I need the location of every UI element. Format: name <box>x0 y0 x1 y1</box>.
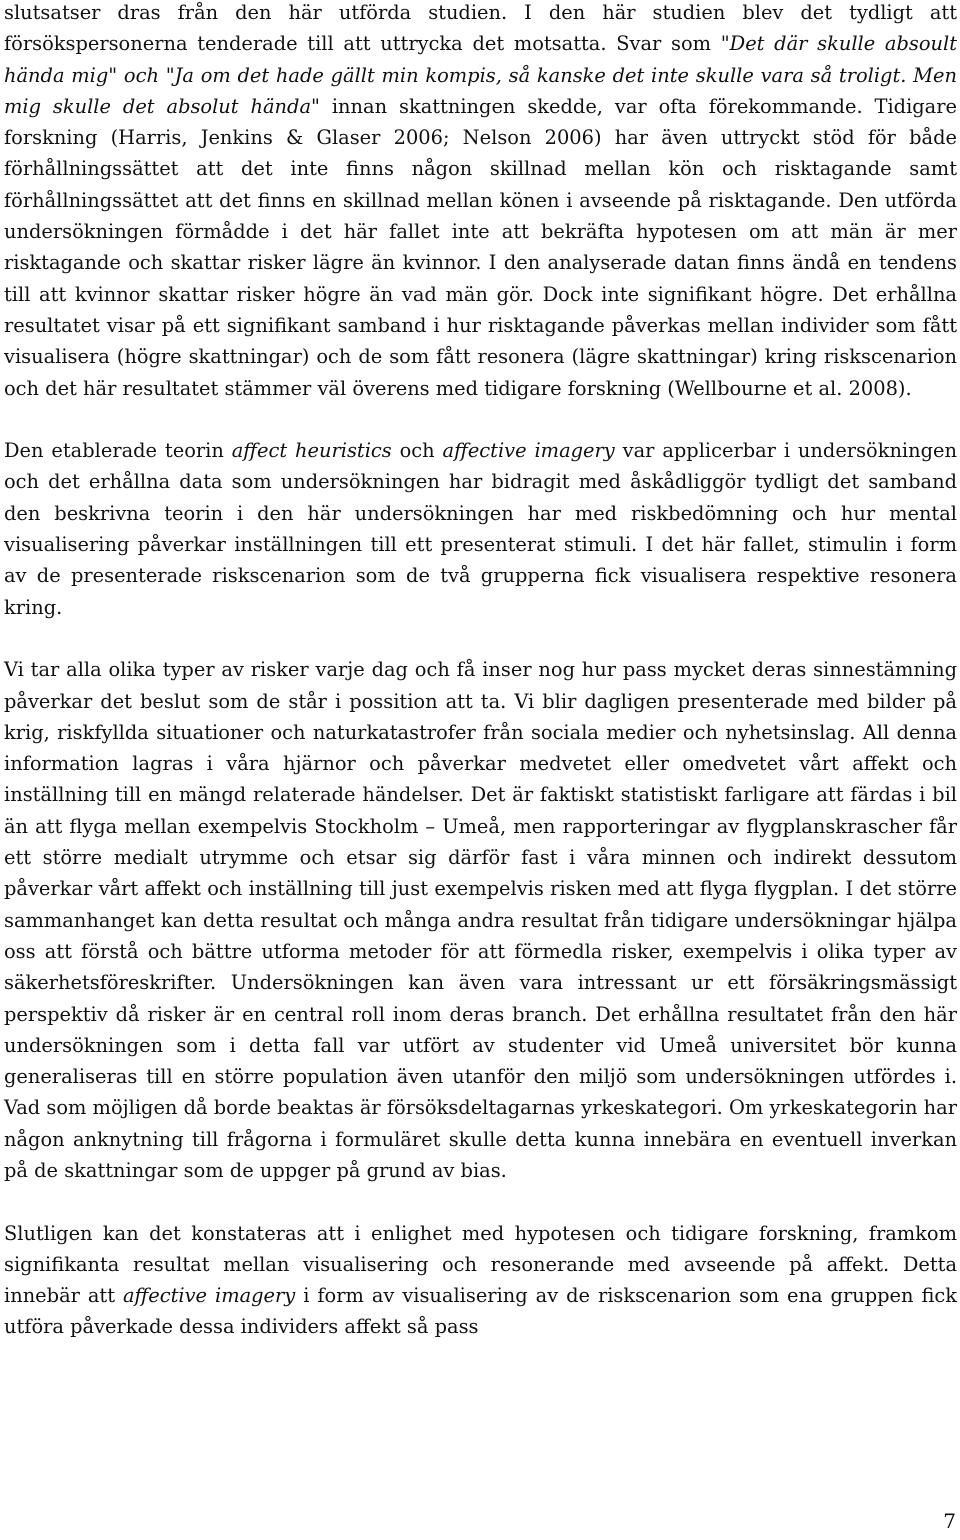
paragraph-4-text-1: Slutligen kan det konstateras att i enlighet med hypotesen och tidigare forskning, framkom signifikanta resultat mellan visualisering och resonerande med avseende på affekt. Detta innebär att <box>4 1221 957 1308</box>
paragraph-4 <box>4 1218 957 1343</box>
paragraph-3 <box>4 654 957 1186</box>
paragraph-3-text: Vi tar alla olika typer av risker varje dag och få inser nog hur pass mycket deras sinnestämning påverkar det beslut som de står i possition att ta. Vi blir dagligen presenterade med bilder på krig, riskfyllda situationer och naturkatastrofer från sociala medier och nyhetsinslag. All denna information lagras i våra hjärnor och påverkar medvetet eller omedvetet vårt affekt och inställning till en mängd relaterade händelser. Det är faktiskt statistiskt farligare att färdas i bil än att flyga mellan exempelvis Stockholm – Umeå, men rapporteringar av flygplanskrascher får ett större medialt utrymme och etsar sig därför fast i våra minnen och indirekt dessutom påverkar vårt affekt och inställning till just exempelvis risken med att flyga flygplan. I det större sammanhanget kan detta resultat och många andra resultat från tidigare undersökningar hjälpa oss att förstå och bättre utforma metoder för att förmedla risker, exempelvis i olika typer av säkerhetsföreskrifter. Undersökningen kan även vara intressant ur ett försäkringsmässigt perspektiv då risker är en central roll inom deras branch. Det erhållna resultatet från den här undersökningen som i detta fall var utfört av studenter vid Umeå universitet bör kunna generaliseras till en större population även utanför den miljö som undersökningen utfördes i. Vad som möjligen då borde beaktas är försöksdeltagarnas yrkeskategori. Om yrkeskategorin har någon anknytning till frågorna i formuläret skulle detta kunna innebära en eventuell inverkan på de skattningar som de uppger på grund av bias. <box>4 658 957 1182</box>
paragraph-2 <box>4 435 957 623</box>
paragraph-1-quote: "Det där skulle absoult hända mig" och "Ja om det hade gällt min kompis, så kanske det inte skulle vara så troligt. Men mig skulle det absolut hända" <box>4 32 957 118</box>
document-page <box>4 0 957 1343</box>
paragraph-2-text-2: och <box>391 439 443 463</box>
paragraph-2-text-1: Den etablerade teorin <box>4 439 232 463</box>
paragraph-4-term-affective-imagery: affective imagery <box>122 1284 296 1308</box>
paragraph-4-text-2: i form av visualisering av de riskscenarion som ena gruppen fick utföra påverkade dessa individers affekt så pass <box>4 1284 957 1339</box>
paragraph-1-text-2: innan skattningen skedde, var ofta förekommande. Tidigare forskning (Harris, Jenkins & Glaser 2006; Nelson 2006) har även uttryckt stöd för både förhållningssättet att det inte finns någon skillnad mellan kön och risktagande samt förhållningssättet att det finns en skillnad mellan könen i avseende på risktagande. Den utförda undersökningen förmådde i det här fallet inte att bekräfta hypotesen om att män är mer risktagande och skattar risker lägre än kvinnor. I den analyserade datan finns ändå en tendens till att kvinnor skattar risker högre än vad män gör. Dock inte signifikant högre. Det erhållna resultatet visar på ett signifikant samband i hur risktagande påverkas mellan individer som fått visualisera (högre skattningar) och de som fått resonera (lägre skattningar) kring riskscenarion och det här resultatet stämmer väl överens med tidigare forskning (Wellbourne et al. 2008). <box>4 94 957 400</box>
paragraph-2-term-affect-heuristics: affect heuristics <box>231 439 392 463</box>
page-number: 7 <box>943 1509 956 1533</box>
paragraph-1-text-1: slutsatser dras från den här utförda studien. I den här studien blev det tydligt att försökspersonerna tenderade till att uttrycka det motsatta. Svar som <box>4 1 957 56</box>
paragraph-2-term-affective-imagery: affective imagery <box>442 439 615 463</box>
paragraph-2-text-3: var applicerbar i undersökningen och det erhållna data som undersökningen har bidragit med åskådliggör tydligt det samband den beskrivna teorin i den här undersökningen har med riskbedömning och hur mental visualisering påverkar inställningen till ett presenterat stimuli. I det här fallet, stimulin i form av de presenterade riskscenarion som de två grupperna fick visualisera respektive resonera kring. <box>4 439 957 619</box>
paragraph-1 <box>4 0 957 404</box>
